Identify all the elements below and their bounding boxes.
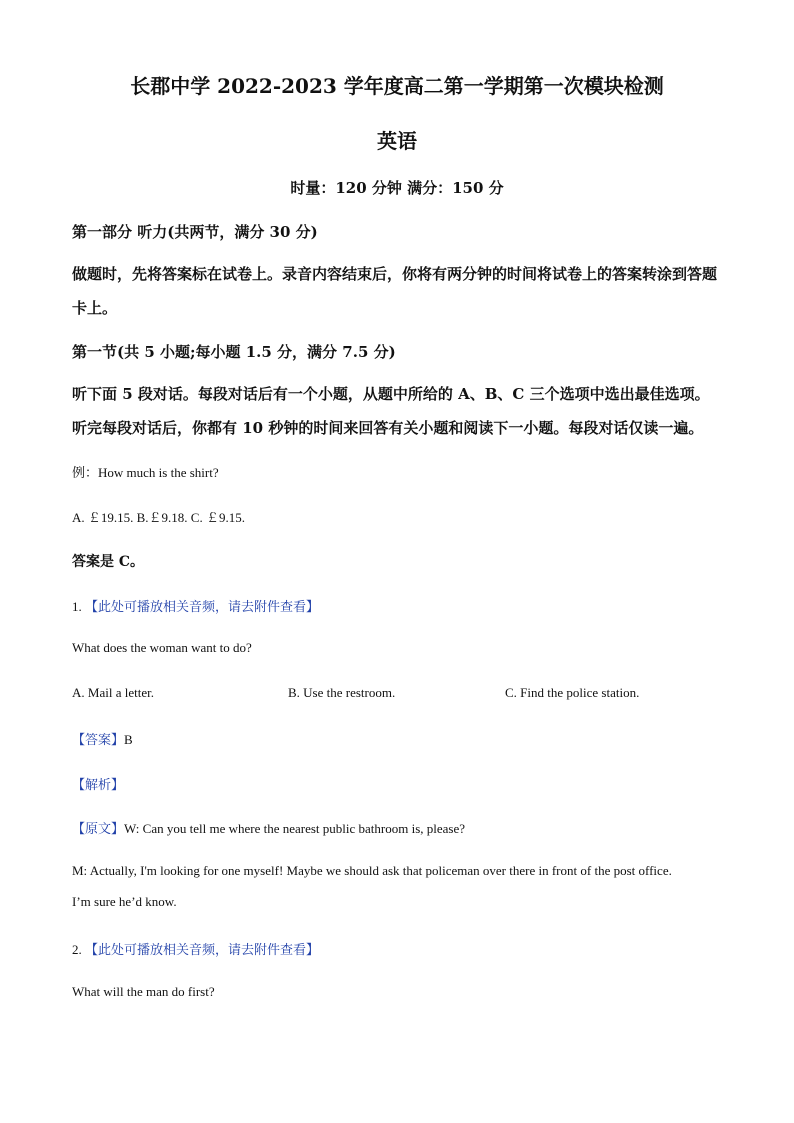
answer-value: B [124, 732, 133, 747]
q1-source-m: M: Actually, I'm looking for one myself! Maybe we should ask that policeman over there in front of the post office. [72, 863, 672, 878]
section1-heading: 第一节(共 5 小题;每小题 1.5 分，满分 7.5 分) [72, 343, 396, 361]
answer-label: 【答案】 [72, 732, 125, 747]
example-answer: 答案是 C。 [72, 554, 145, 570]
part1-instruction: 做题时，先将答案标在试卷上。录音内容结束后，你将有两分钟的时间将试卷上的答案转涂到答题卡上。 [72, 265, 718, 317]
q1-option-c: C. Find the police station. [505, 685, 640, 700]
question-2-text: What will the man do first? [72, 984, 215, 999]
question-2-header [72, 939, 319, 958]
q1-answer [72, 729, 133, 748]
q1-source-w [72, 818, 465, 837]
exam-title: 长郡中学 2022-2023 学年度高二第一学期第一次模块检测 [130, 74, 664, 98]
q1-option-b: B. Use the restroom. [288, 685, 396, 700]
example-question: 例：How much is the shirt? [72, 465, 219, 480]
audio-attachment-link[interactable]: 【此处可播放相关音频，请去附件查看】 [85, 942, 320, 957]
part1-heading: 第一部分 听力(共两节，满分 30 分) [72, 223, 318, 241]
question-number: 1. [72, 599, 82, 614]
subject-title: 英语 [377, 129, 417, 153]
question-1-header [72, 596, 319, 615]
source-w-text: W: Can you tell me where the nearest public bathroom is, please? [124, 821, 466, 836]
q1-analysis-label: 【解析】 [72, 777, 125, 792]
q1-source-m-continued: I’m sure he’d know. [72, 894, 177, 909]
q1-option-a: A. Mail a letter. [72, 685, 154, 700]
audio-attachment-link[interactable]: 【此处可播放相关音频，请去附件查看】 [85, 599, 320, 614]
question-number: 2. [72, 942, 82, 957]
question-1-text: What does the woman want to do? [72, 640, 252, 655]
example-options: A. ￡19.15. B.￡9.18. C. ￡9.15. [72, 510, 245, 525]
time-and-score: 时量：120 分钟 满分：150 分 [290, 179, 504, 197]
source-label: 【原文】 [72, 821, 125, 836]
section1-instruction: 听下面 5 段对话。每段对话后有一个小题，从题中所给的 A、B、C 三个选项中选出最佳选项。听完每段对话后，你都有 10 秒钟的时间来回答有关小题和阅读下一小题。每段对话仅读一遍。 [72, 385, 710, 437]
